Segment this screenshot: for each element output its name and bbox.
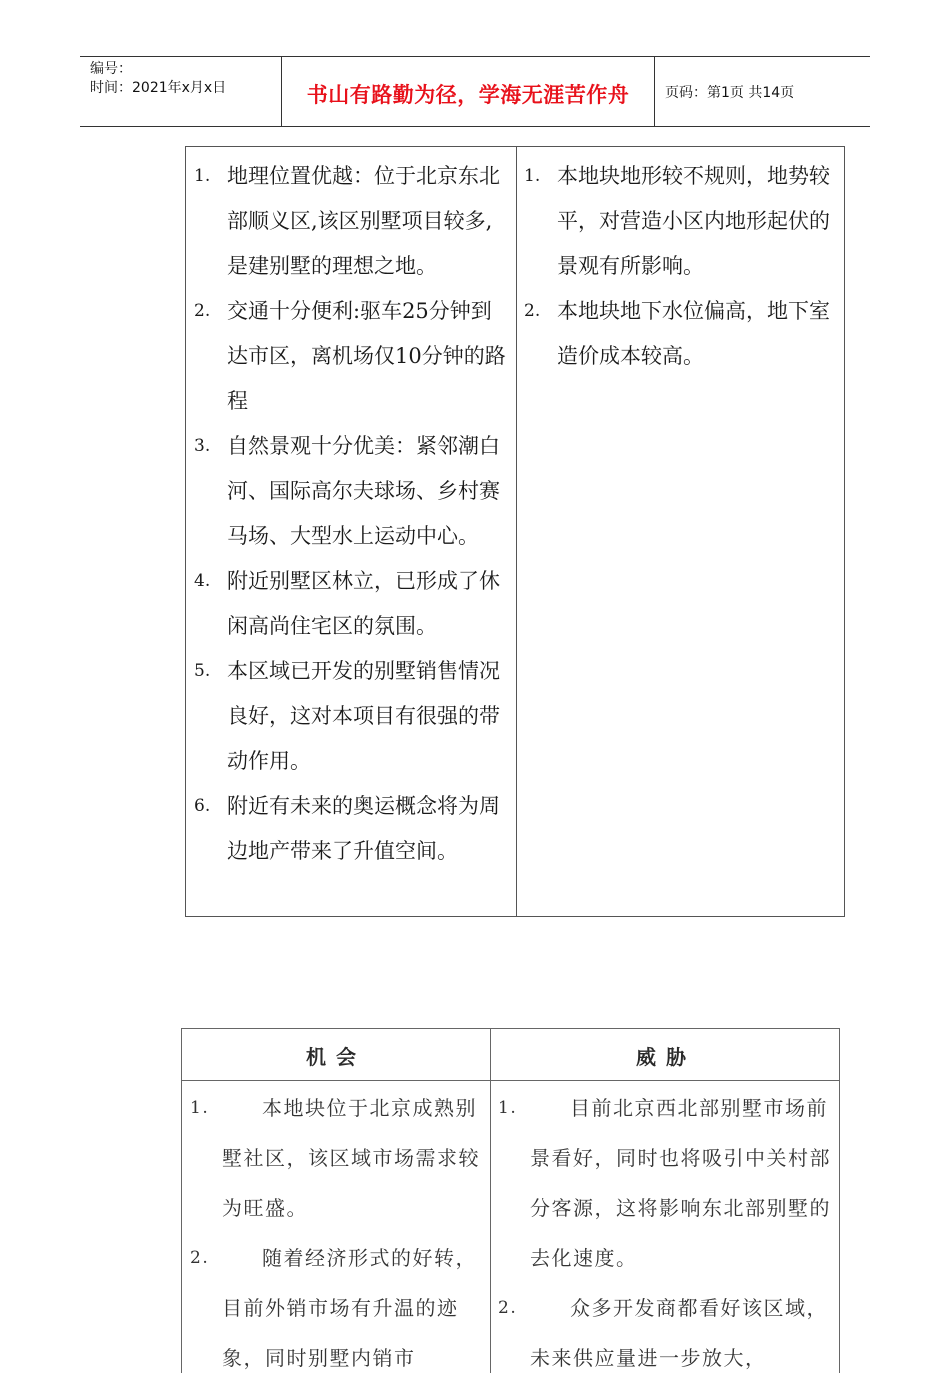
list-item — [498, 1283, 836, 1383]
item-number: 1. — [194, 166, 211, 186]
list-item — [498, 1083, 836, 1283]
strengths-column — [194, 154, 509, 874]
threats-header: 威胁 — [636, 1045, 696, 1069]
column-divider — [516, 147, 517, 916]
document-date: 时间：2021年x月x日 — [90, 80, 227, 96]
item-text: 交通十分便利:驱车25分钟到达市区，离机场仅10分钟的路程 — [227, 299, 506, 413]
item-text: 目前北京西北部别墅市场前景看好，同时也将吸引中关村部分客源，这将影响东北部别墅的去化速度。 — [530, 1096, 831, 1270]
opportunities-threats-table — [181, 1028, 840, 1373]
table-header-row — [182, 1029, 839, 1081]
item-number: 3. — [194, 436, 211, 456]
document-number-label: 编号： — [90, 61, 132, 77]
item-text: 附近有未来的奥运概念将为周边地产带来了升值空间。 — [227, 794, 500, 863]
item-text: 本区域已开发的别墅销售情况良好，这对本项目有很强的带动作用。 — [227, 659, 500, 773]
item-text: 附近别墅区林立，已形成了休闲高尚住宅区的氛围。 — [227, 569, 500, 638]
item-number: 6. — [194, 796, 211, 816]
threats-column — [498, 1083, 836, 1383]
item-number: 2. — [498, 1298, 518, 1318]
item-text: 随着经济形式的好转，目前外销市场有升温的迹象，同时别墅内销市 — [222, 1246, 477, 1370]
list-item — [194, 289, 509, 424]
document-header — [80, 56, 870, 127]
header-motto: 书山有路勤为径，学海无涯苦作舟 — [306, 83, 630, 107]
header-meta — [90, 60, 226, 98]
item-number: 1. — [498, 1098, 518, 1118]
item-number: 5. — [194, 661, 211, 681]
list-item — [524, 154, 840, 289]
list-item — [194, 424, 509, 559]
list-item — [194, 784, 509, 874]
item-number: 1. — [524, 166, 541, 186]
item-number: 2. — [190, 1248, 210, 1268]
item-number: 2. — [194, 301, 211, 321]
item-number: 2. — [524, 301, 541, 321]
opportunities-column — [190, 1083, 486, 1383]
weaknesses-column — [524, 154, 840, 379]
opportunities-header: 机会 — [306, 1045, 366, 1069]
page-info: 页码：第1页 共14页 — [665, 85, 795, 101]
list-item — [194, 649, 509, 784]
item-number: 4. — [194, 571, 211, 591]
list-item — [194, 559, 509, 649]
list-item — [190, 1233, 486, 1383]
item-text: 本地块地形较不规则，地势较平，对营造小区内地形起伏的景观有所影响。 — [557, 164, 830, 278]
item-text: 本地块地下水位偏高，地下室造价成本较高。 — [557, 299, 830, 368]
strengths-weaknesses-table — [185, 146, 845, 917]
item-number: 1. — [190, 1098, 210, 1118]
item-text: 本地块位于北京成熟别墅社区，该区域市场需求较为旺盛。 — [222, 1096, 480, 1220]
list-item — [524, 289, 840, 379]
list-item — [190, 1083, 486, 1233]
item-text: 地理位置优越：位于北京东北部顺义区,该区别墅项目较多,是建别墅的理想之地。 — [227, 164, 500, 278]
list-item — [194, 154, 509, 289]
column-divider — [490, 1029, 491, 1373]
header-divider — [654, 57, 655, 126]
item-text: 众多开发商都看好该区域，未来供应量进一步放大， — [530, 1296, 828, 1370]
item-text: 自然景观十分优美：紧邻潮白河、国际高尔夫球场、乡村赛马场、大型水上运动中心。 — [227, 434, 500, 548]
